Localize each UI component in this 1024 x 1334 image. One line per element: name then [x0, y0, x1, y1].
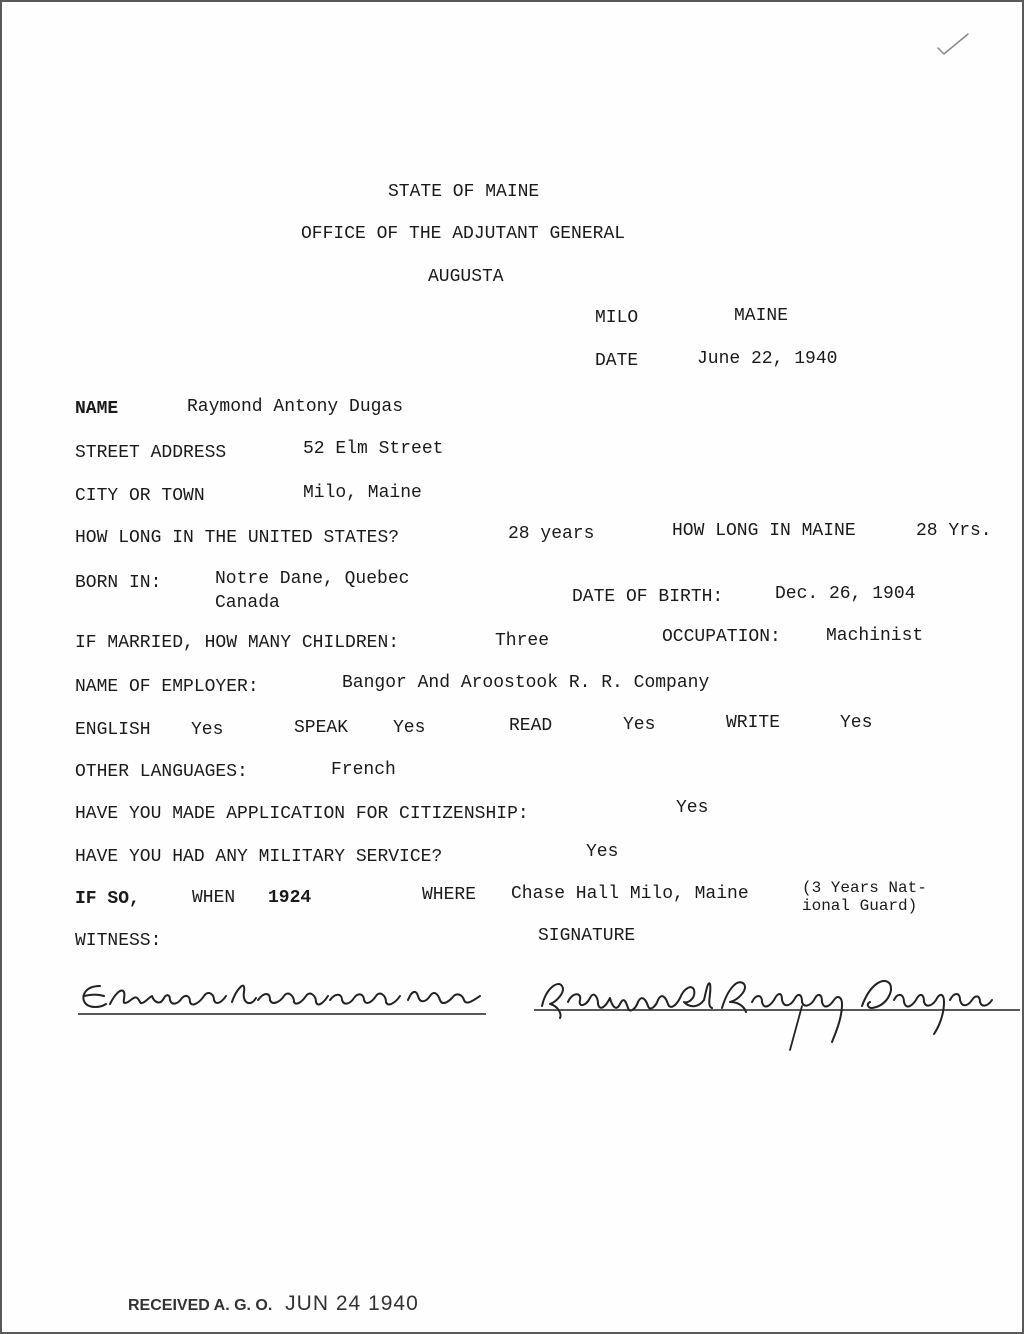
- occupation-label: OCCUPATION:: [662, 627, 781, 647]
- date-value: June 22, 1940: [697, 349, 838, 369]
- employer-value: Bangor And Aroostook R. R. Company: [342, 673, 710, 693]
- witness-signature: [70, 968, 490, 1028]
- signature-label: SIGNATURE: [538, 926, 636, 946]
- header-state: STATE OF MAINE: [388, 182, 540, 202]
- read-label: READ: [509, 716, 553, 736]
- read-value: Yes: [623, 715, 656, 735]
- received-stamp-date: JUN 24 1940: [285, 1292, 419, 1315]
- dob-value: Dec. 26, 1904: [775, 584, 916, 604]
- received-stamp: [128, 1293, 419, 1314]
- street-label: STREET ADDRESS: [75, 443, 227, 463]
- us-residence-label: HOW LONG IN THE UNITED STATES?: [75, 528, 400, 548]
- write-value: Yes: [840, 713, 873, 733]
- us-residence-value: 28 years: [508, 524, 595, 544]
- children-value: Three: [495, 631, 550, 651]
- english-label: ENGLISH: [75, 720, 151, 740]
- name-label: NAME: [75, 399, 119, 419]
- when-value: 1924: [268, 888, 312, 908]
- where-label: WHERE: [422, 885, 477, 905]
- write-label: WRITE: [726, 713, 781, 733]
- street-value: 52 Elm Street: [303, 439, 444, 459]
- born-label: BORN IN:: [75, 573, 162, 593]
- header-office: OFFICE OF THE ADJUTANT GENERAL: [301, 224, 626, 244]
- where-value: Chase Hall Milo, Maine: [511, 884, 749, 904]
- maine-residence-label: HOW LONG IN MAINE: [672, 521, 856, 541]
- citizenship-value: Yes: [676, 798, 709, 818]
- occupation-value: Machinist: [826, 626, 924, 646]
- languages-label: OTHER LANGUAGES:: [75, 762, 248, 782]
- dob-label: DATE OF BIRTH:: [572, 587, 724, 607]
- applicant-signature: [532, 962, 1022, 1052]
- english-value: Yes: [191, 720, 224, 740]
- header-city: AUGUSTA: [428, 267, 504, 287]
- witness-label: WITNESS:: [75, 931, 162, 951]
- military-label: HAVE YOU HAD ANY MILITARY SERVICE?: [75, 847, 443, 867]
- speak-value: Yes: [393, 718, 426, 738]
- military-value: Yes: [586, 842, 619, 862]
- name-value: Raymond Antony Dugas: [187, 397, 404, 417]
- checkmark-icon: [936, 30, 970, 60]
- children-label: IF MARRIED, HOW MANY CHILDREN:: [75, 633, 400, 653]
- ifso-label: IF SO,: [75, 889, 140, 909]
- city-label: CITY OR TOWN: [75, 486, 205, 506]
- citizenship-label: HAVE YOU MADE APPLICATION FOR CITIZENSHIP:: [75, 804, 529, 824]
- speak-label: SPEAK: [294, 718, 349, 738]
- location-town: MILO: [595, 308, 639, 328]
- maine-residence-value: 28 Yrs.: [916, 521, 992, 541]
- where-note-line1: (3 Years Nat-: [802, 879, 927, 897]
- where-note-line2: ional Guard): [802, 897, 918, 915]
- city-value: Milo, Maine: [303, 483, 422, 503]
- born-value-line2: Canada: [215, 593, 280, 613]
- date-label: DATE: [595, 351, 639, 371]
- languages-value: French: [331, 760, 396, 780]
- born-value-line1: Notre Dane, Quebec: [215, 569, 410, 589]
- when-label: WHEN: [192, 888, 236, 908]
- employer-label: NAME OF EMPLOYER:: [75, 677, 259, 697]
- location-state: MAINE: [734, 306, 789, 326]
- received-stamp-label: RECEIVED A. G. O.: [128, 1297, 273, 1314]
